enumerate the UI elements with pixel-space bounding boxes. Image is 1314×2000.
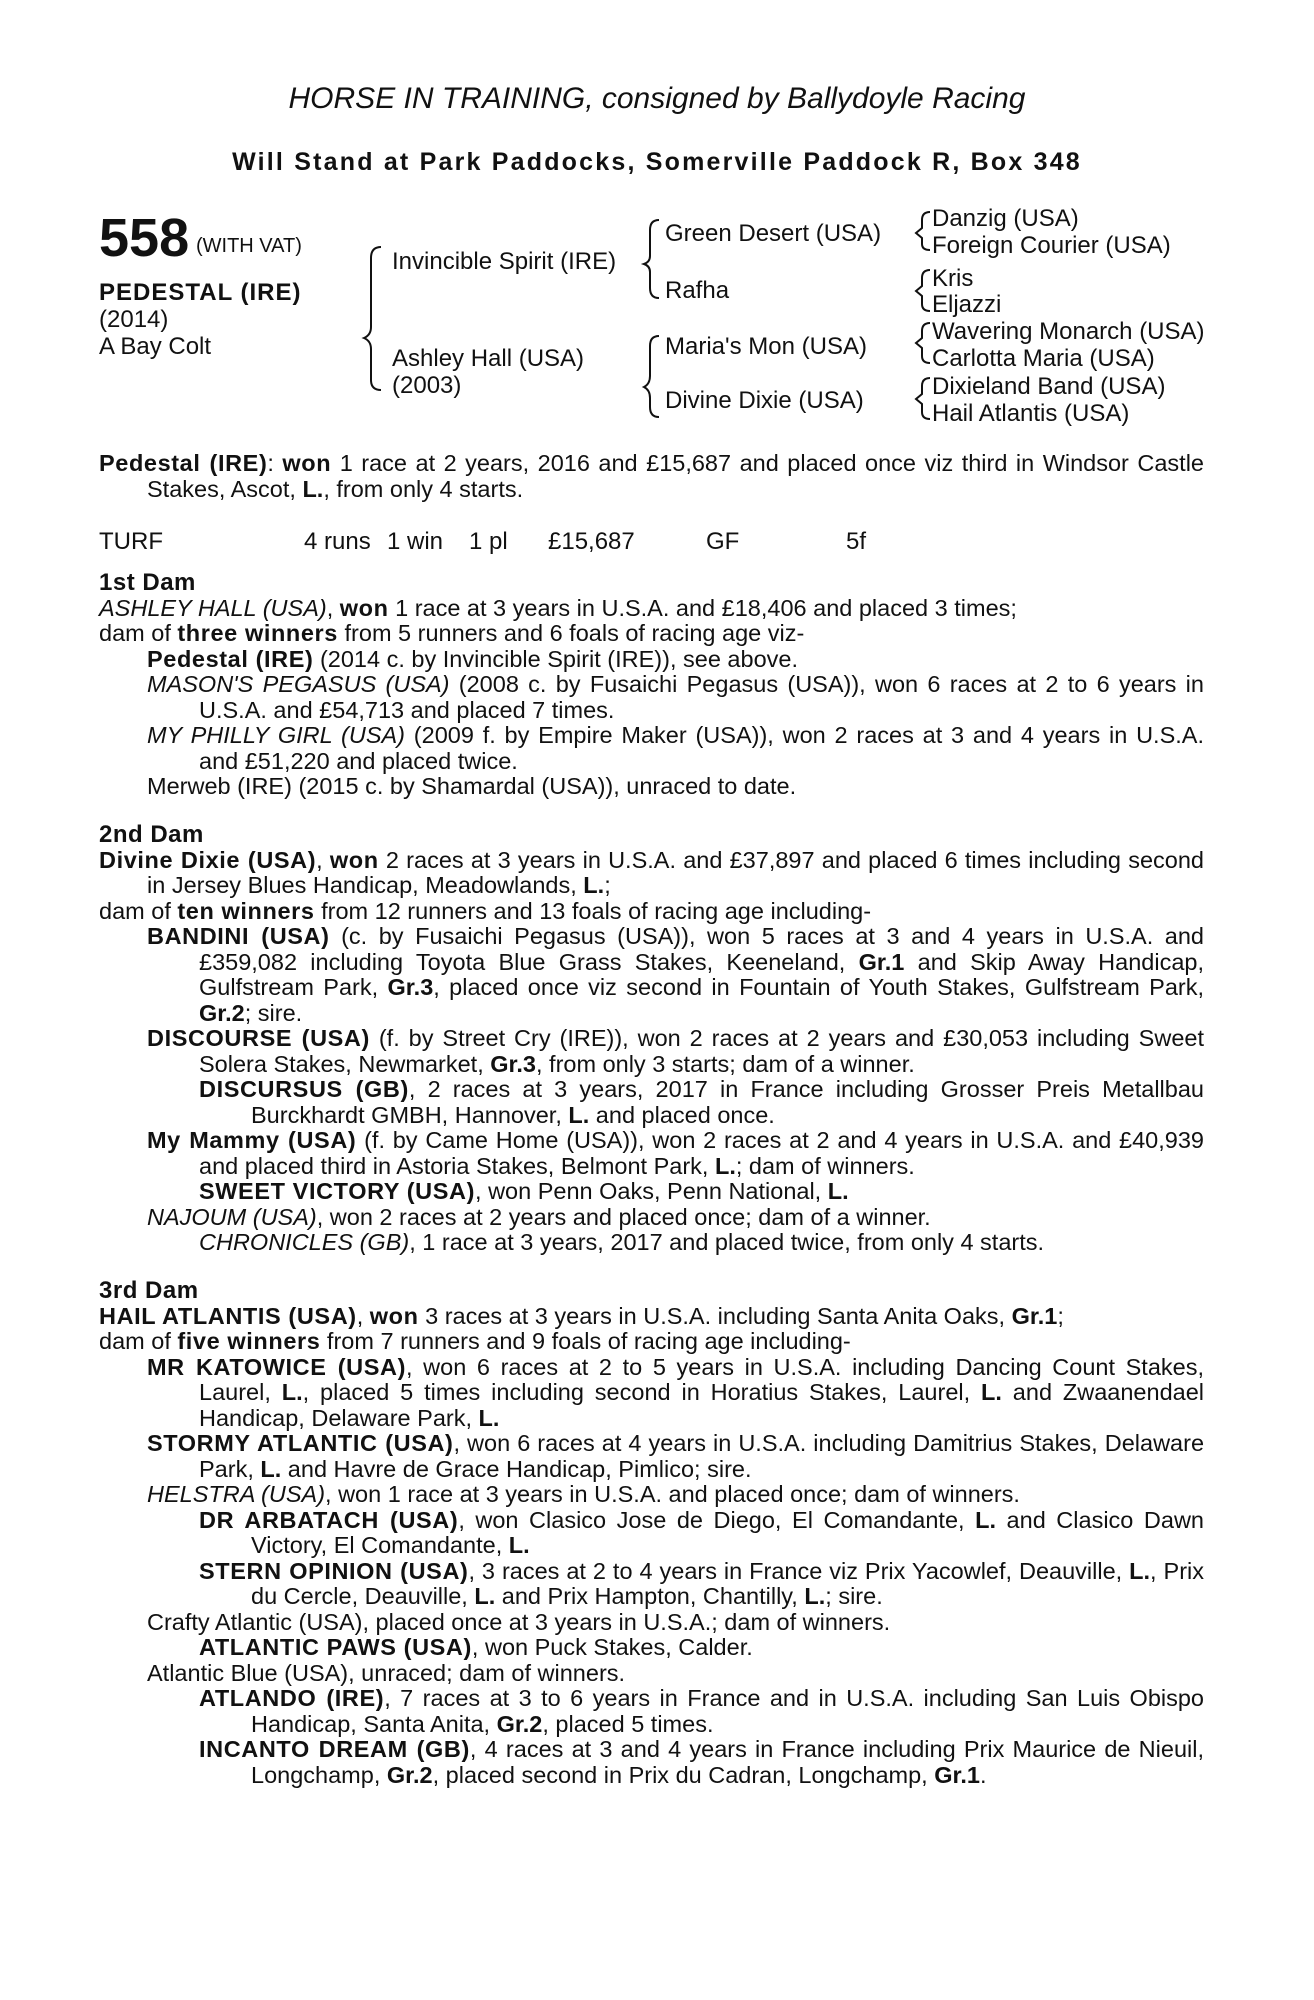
bracket-main — [364, 247, 381, 390]
grade-mark: Gr.2 — [386, 1761, 433, 1788]
grade-mark: Gr.1 — [1011, 1302, 1058, 1329]
offspring-text: , placed 5 times. — [542, 1710, 714, 1737]
first-dam-name: ASHLEY HALL (USA) — [99, 594, 327, 621]
offspring-name: BANDINI (USA) — [147, 923, 330, 949]
offspring-text: Atlantic Blue (USA), unraced; dam of winners. — [147, 1659, 626, 1686]
offspring-3 — [99, 723, 1204, 774]
offspring-name: My Mammy (USA) — [147, 1127, 357, 1153]
race-summary — [99, 451, 1204, 502]
offspring-text: (2009 f. by Empire Maker (USA)), won 2 races at 3 and 4 years in U.S.A. and £51,220 and placed twice. — [199, 722, 1204, 774]
listed-mark: L. — [478, 1404, 500, 1431]
bracket-ggp-2 — [916, 270, 930, 311]
offspring-text: Crafty Atlantic (USA), placed once at 3 years in U.S.A.; dam of winners. — [147, 1608, 891, 1635]
horse-description: A Bay Colt — [99, 333, 212, 360]
third-dam-produce — [99, 1329, 1204, 1355]
listed-mark: L. — [474, 1583, 496, 1609]
offspring-text: , won 6 races at 2 to 5 years in U.S.A. including Dancing Count Stakes, Laurel, — [199, 1353, 1204, 1405]
offspring-text: , 7 races at 3 to 6 years in France and in U.S.A. including San Luis Obispo Handicap, Santa Anita, — [251, 1685, 1204, 1737]
second-dam-name: Divine Dixie (USA) — [99, 846, 317, 873]
offspring-text: . — [979, 1761, 987, 1788]
offspring-text: , from only 3 starts; dam of a winner. — [535, 1050, 915, 1077]
second-dam-line: Divine Dixie (USA), won 2 races at 3 years in U.S.A. and £37,897 and placed 6 times including second in Jersey Blues Handicap, Meadowlands, L.; — [99, 846, 1204, 898]
bracket-sire — [644, 220, 659, 298]
offspring-atlando — [99, 1686, 1204, 1737]
grade-mark: Gr.3 — [490, 1050, 536, 1077]
offspring-text: , won 1 race at 3 years in U.S.A. and placed once; dam of winners. — [325, 1481, 1020, 1507]
second-dam-heading: 2nd Dam — [99, 821, 204, 848]
bracket-ggp-4 — [916, 378, 930, 419]
produce-a: dam of — [99, 897, 178, 924]
offspring-bandini — [99, 924, 1204, 1026]
listed-mark: L. — [827, 1178, 849, 1204]
turf-earnings: £15,687 — [548, 528, 635, 555]
offspring-chronicles — [99, 1230, 1204, 1256]
offspring-najoum — [99, 1205, 1204, 1231]
offspring-my-mammy — [99, 1128, 1204, 1179]
offspring-text: , 4 races at 3 and 4 years in France including Prix Maurice de Nieuil, Longchamp, — [251, 1736, 1204, 1788]
first-dam-text: 1 race at 3 years in U.S.A. and £18,406 and placed 3 times; — [388, 594, 1017, 621]
ggp-6: Carlotta Maria (USA) — [932, 345, 1155, 372]
horse-year: (2014) — [99, 306, 169, 333]
offspring-4 — [99, 774, 1204, 800]
third-dam-line: HAIL ATLANTIS (USA), won 3 races at 3 years in U.S.A. including Santa Anita Oaks, Gr.1; — [99, 1302, 1064, 1329]
offspring-text: and Skip Away Handicap, Gulfstream Park, — [199, 948, 1204, 1000]
punct: ; — [1057, 1302, 1064, 1329]
offspring-text: and Clasico Dawn Victory, El Comandante, — [251, 1506, 1204, 1558]
offspring-text: ; sire. — [825, 1583, 883, 1609]
summary-text-end: , from only 4 starts. — [323, 475, 524, 502]
offspring-dr-arbatach — [99, 1508, 1204, 1559]
listed-mark: L. — [981, 1379, 1002, 1405]
produce-winners: five winners — [177, 1328, 321, 1354]
offspring-text: and Havre de Grace Handicap, Pimlico; sire. — [281, 1455, 752, 1482]
offspring-text: (2014 c. by Invincible Spirit (IRE)), see above. — [313, 645, 798, 672]
page-title: HORSE IN TRAINING, consigned by Ballydoyle Racing — [288, 82, 1026, 115]
offspring-name: NAJOUM (USA) — [147, 1203, 317, 1230]
offspring-text: , won 6 races at 4 years in U.S.A. including Damitrius Stakes, Delaware Park, — [199, 1430, 1205, 1482]
grade-mark: Gr.3 — [387, 974, 434, 1000]
bracket-ggp-1 — [916, 212, 930, 250]
listed-mark: L. — [1129, 1557, 1151, 1584]
offspring-name: ATLANDO (IRE) — [199, 1685, 385, 1711]
produce-c: from 12 runners and 13 foals of racing age including- — [314, 897, 872, 924]
offspring-name: DISCOURSE (USA) — [147, 1025, 370, 1051]
offspring-text: (c. by Fusaichi Pegasus (USA)), won 5 races at 3 and 4 years in U.S.A. and £359,082 including Toyota Blue Grass Stakes, Keeneland, — [199, 923, 1204, 975]
ggp-8: Hail Atlantis (USA) — [932, 400, 1130, 427]
offspring-name: MR KATOWICE (USA) — [147, 1353, 407, 1380]
third-dam-section — [99, 1278, 1204, 1788]
produce-winners: ten winners — [177, 897, 315, 924]
offspring-stormy-atlantic — [99, 1431, 1204, 1482]
turf-placed: 1 pl — [469, 528, 508, 555]
turf-going: GF — [706, 528, 740, 555]
listed-mark: L. — [975, 1506, 996, 1533]
pedigree-sire-dam: Rafha — [665, 277, 730, 304]
ggp-1: Danzig (USA) — [932, 205, 1079, 232]
offspring-name: ATLANTIC PAWS (USA) — [199, 1634, 472, 1660]
listed-mark: L. — [508, 1532, 530, 1558]
lot-number: 558 — [99, 208, 190, 268]
won-label: won — [339, 594, 389, 621]
offspring-discourse — [99, 1026, 1204, 1077]
offspring-text: (2008 c. by Fusaichi Pegasus (USA)), won 6 races at 2 to 6 years in U.S.A. and £54,713 and placed 7 times. — [199, 671, 1204, 723]
first-dam-produce — [99, 621, 1204, 647]
listed-mark: L. — [804, 1583, 826, 1609]
offspring-1 — [99, 647, 1204, 673]
summary-won: won — [282, 450, 332, 476]
offspring-name: INCANTO DREAM (GB) — [199, 1736, 470, 1762]
offspring-text: , placed second in Prix du Cadran, Longchamp, — [432, 1761, 935, 1788]
offspring-text: , won Penn Oaks, Penn National, — [475, 1178, 828, 1204]
offspring-text: ; dam of winners. — [735, 1152, 915, 1179]
grade-mark: Gr.1 — [934, 1761, 980, 1788]
bracket-ggp-3 — [916, 323, 930, 363]
listed-mark: L. — [281, 1379, 303, 1405]
ggp-7: Dixieland Band (USA) — [932, 373, 1166, 400]
pedigree-dam-year: (2003) — [392, 372, 462, 399]
offspring-sweet-victory — [99, 1179, 1204, 1205]
listed-mark: L. — [260, 1455, 282, 1482]
turf-surface: TURF — [99, 528, 163, 555]
won-label: won — [329, 846, 379, 873]
offspring-stern-opinion — [99, 1559, 1204, 1610]
summary-text: 1 race at 2 years, 2016 and £15,687 and placed once viz third in Windsor Castle Stakes, Ascot, — [147, 450, 1204, 502]
offspring-name: Pedestal (IRE) — [147, 645, 314, 672]
produce-c: from 5 runners and 6 foals of racing age viz- — [337, 620, 805, 646]
grade-mark: Gr.2 — [199, 999, 245, 1026]
summary-paragraph: Pedestal (IRE): won 1 race at 2 years, 2016 and £15,687 and placed once viz third in Windsor Castle Stakes, Ascot, L., from only 4 starts. — [99, 450, 1204, 502]
offspring-name: SWEET VICTORY (USA) — [199, 1178, 476, 1204]
offspring-text: and placed once. — [589, 1101, 775, 1128]
second-dam-text: 2 races at 3 years in U.S.A. and £37,897 and placed 6 times including second in Jersey Blues Handicap, Meadowlands, — [147, 846, 1204, 898]
won-label: won — [369, 1302, 419, 1329]
bracket-dam — [644, 336, 659, 417]
third-dam-heading: 3rd Dam — [99, 1277, 199, 1304]
produce-a: dam of — [99, 1328, 178, 1354]
offspring-text: , won Clasico Jose de Diego, El Comandante, — [458, 1506, 976, 1533]
produce-c: from 7 runners and 9 foals of racing age including- — [320, 1328, 851, 1354]
offspring-text: (f. by Came Home (USA)), won 2 races at 2 and 4 years in U.S.A. and £40,939 and placed third in Astoria Stakes, Belmont Park, — [199, 1127, 1204, 1179]
offspring-discursus — [99, 1077, 1204, 1128]
pedigree-dam-sire: Maria's Mon (USA) — [665, 333, 867, 360]
offspring-text: ; sire. — [244, 999, 303, 1026]
offspring-text: Merweb (IRE) (2015 c. by Shamardal (USA)), unraced to date. — [147, 773, 797, 799]
offspring-mr-katowice — [99, 1355, 1204, 1432]
pedigree-dam: Ashley Hall (USA) — [392, 345, 585, 372]
turf-runs: 4 runs — [304, 528, 371, 555]
offspring-text: (f. by Street Cry (IRE)), won 2 races at 2 years and £30,053 including Sweet Solera Stakes, Newmarket, — [199, 1025, 1204, 1077]
first-dam-section — [99, 570, 1204, 800]
pedigree-dam-dam: Divine Dixie (USA) — [665, 387, 864, 414]
produce-winners: three winners — [177, 620, 338, 646]
offspring-2 — [99, 672, 1204, 723]
stand-location: Will Stand at Park Paddocks, Somerville Paddock R, Box 348 — [232, 148, 1082, 176]
ggp-2: Foreign Courier (USA) — [932, 232, 1171, 259]
offspring-name: MASON'S PEGASUS (USA) — [147, 671, 450, 697]
third-dam-name: HAIL ATLANTIS (USA) — [99, 1302, 357, 1329]
offspring-text: , Prix du Cercle, Deauville, — [251, 1557, 1204, 1609]
offspring-name: HELSTRA (USA) — [147, 1481, 326, 1507]
first-dam-line: ASHLEY HALL (USA), won 1 race at 3 years in U.S.A. and £18,406 and placed 3 times; — [99, 594, 1017, 621]
grade-mark: Gr.2 — [496, 1710, 543, 1737]
offspring-text: , placed 5 times including second in Horatius Stakes, Laurel, — [302, 1379, 982, 1405]
offspring-name: STORMY ATLANTIC (USA) — [147, 1430, 454, 1456]
listed-mark: L. — [714, 1152, 736, 1179]
offspring-text: , 3 races at 2 to 4 years in France viz Prix Yacowlef, Deauville, — [468, 1557, 1130, 1584]
offspring-incanto-dream — [99, 1737, 1204, 1788]
offspring-text: , won 2 races at 2 years and placed once; dam of a winner. — [316, 1203, 931, 1230]
ggp-4: Eljazzi — [932, 291, 1002, 318]
offspring-name: CHRONICLES (GB) — [199, 1229, 410, 1255]
second-dam-section — [99, 822, 1204, 1256]
offspring-helstra — [99, 1482, 1204, 1508]
offspring-atlantic-paws — [99, 1635, 1204, 1661]
ggp-3: Kris — [932, 265, 974, 292]
second-dam-produce — [99, 899, 1204, 925]
offspring-atlantic-blue — [99, 1661, 1204, 1687]
offspring-name: MY PHILLY GIRL (USA) — [147, 722, 406, 748]
first-dam-heading: 1st Dam — [99, 569, 196, 596]
offspring-text: and Zwaanendael Handicap, Delaware Park, — [199, 1379, 1204, 1431]
offspring-text: , won Puck Stakes, Calder. — [471, 1634, 753, 1660]
summary-horse: Pedestal (IRE) — [99, 450, 268, 476]
listed-mark: L. — [568, 1101, 590, 1128]
listed-mark: L. — [302, 475, 324, 502]
offspring-name: DISCURSUS (GB) — [199, 1076, 409, 1102]
listed-mark: L. — [583, 872, 605, 898]
horse-name: PEDESTAL (IRE) — [99, 279, 302, 306]
offspring-text: , placed once viz second in Fountain of Youth Stakes, Gulfstream Park, — [433, 974, 1204, 1000]
pedigree-sire: Invincible Spirit (IRE) — [392, 248, 617, 275]
offspring-text: , 1 race at 3 years, 2017 and placed twice, from only 4 starts. — [409, 1229, 1045, 1255]
offspring-text: and Prix Hampton, Chantilly, — [495, 1583, 805, 1609]
vat-note: (WITH VAT) — [196, 235, 302, 257]
punct: ; — [604, 872, 611, 898]
ggp-5: Wavering Monarch (USA) — [932, 318, 1205, 345]
offspring-name: DR ARBATACH (USA) — [199, 1506, 459, 1533]
offspring-crafty-atlantic — [99, 1610, 1204, 1636]
third-dam-text: 3 races at 3 years in U.S.A. including Santa Anita Oaks, — [418, 1302, 1012, 1329]
produce-a: dam of — [99, 620, 178, 646]
grade-mark: Gr.1 — [858, 948, 905, 975]
turf-distance: 5f — [846, 528, 867, 555]
pedigree-sire-sire: Green Desert (USA) — [665, 220, 882, 247]
offspring-name: STERN OPINION (USA) — [199, 1557, 469, 1584]
offspring-text: , 2 races at 3 years, 2017 in France including Grosser Preis Metallbau Burckhardt GMBH, Hannover, — [251, 1076, 1204, 1128]
turf-wins: 1 win — [387, 528, 444, 555]
